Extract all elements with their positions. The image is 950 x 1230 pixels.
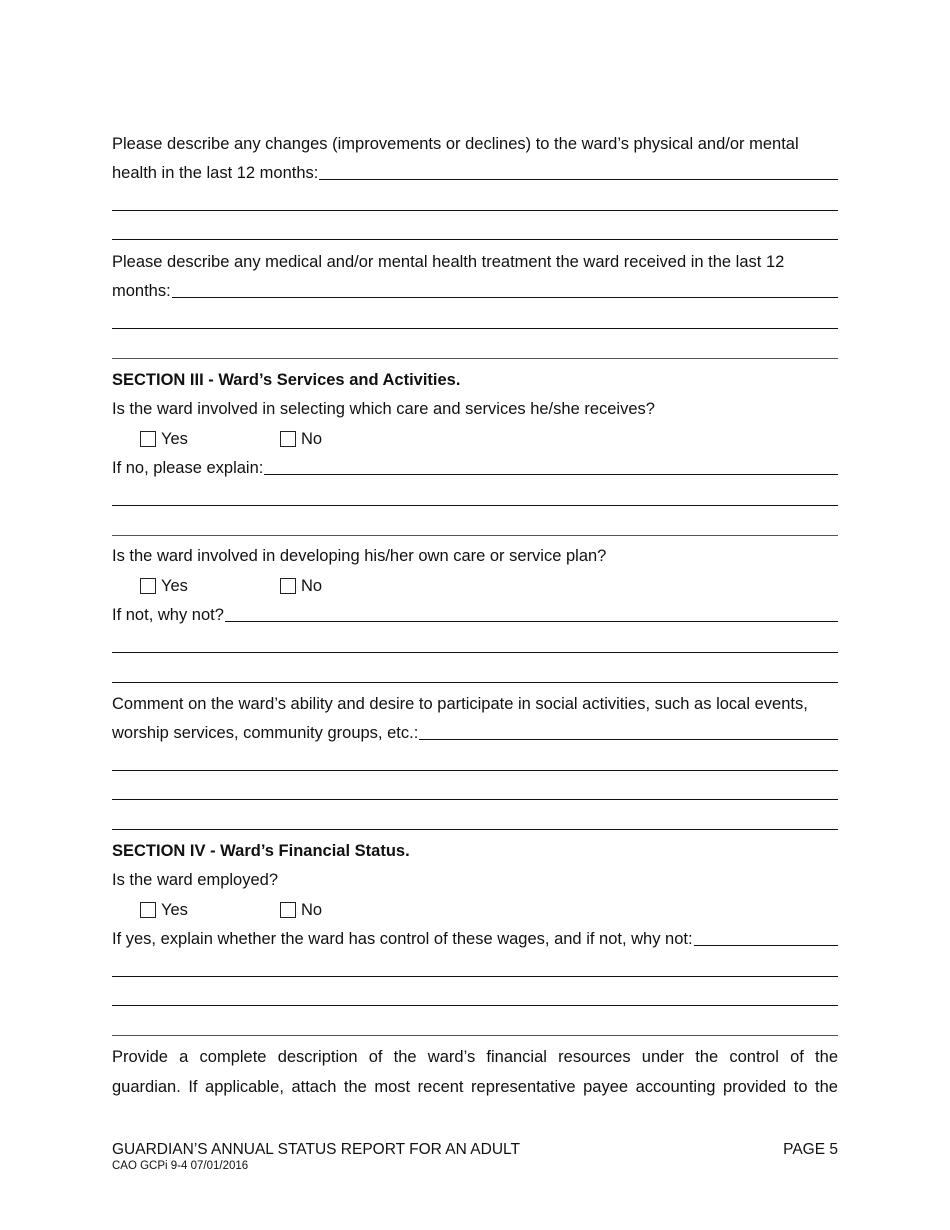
section3-q3-field[interactable] xyxy=(112,723,838,743)
section4-q1-explain-field[interactable] xyxy=(112,929,838,949)
section4-q2-line2: guardian. If applicable, attach the most recent representative payee accounting provided to the xyxy=(112,1078,838,1096)
section3-q1-no-option[interactable] xyxy=(280,429,322,449)
medical-treatment-prompt-line1: Please describe any medical and/or mental health treatment the ward received in the last 12 xyxy=(112,253,785,271)
page-footer xyxy=(112,1141,838,1159)
answer-line[interactable] xyxy=(112,210,838,211)
section3-q2: Is the ward involved in developing his/her own care or service plan? xyxy=(112,547,607,565)
yes-checkbox[interactable] xyxy=(140,902,156,918)
answer-line[interactable] xyxy=(694,945,838,946)
section3-q1: Is the ward involved in selecting which care and services he/she receives? xyxy=(112,400,655,418)
section3-q3-line1: Comment on the ward’s ability and desire to participate in social activities, such as local events, xyxy=(112,695,808,713)
answer-line[interactable] xyxy=(419,739,838,740)
section3-q2-no-option[interactable] xyxy=(280,576,322,596)
yes-label: Yes xyxy=(161,901,188,919)
yes-checkbox[interactable] xyxy=(140,578,156,594)
section-divider xyxy=(112,1035,838,1036)
yes-label: Yes xyxy=(161,577,188,595)
health-changes-field[interactable] xyxy=(112,163,838,183)
health-changes-prompt-line1: Please describe any changes (improvements or declines) to the ward’s physical and/or mental xyxy=(112,135,799,153)
section4-q1-options xyxy=(140,900,323,920)
answer-line[interactable] xyxy=(112,770,838,771)
section3-q2-options xyxy=(140,576,323,596)
section4-q1-no-option[interactable] xyxy=(280,900,322,920)
answer-line[interactable] xyxy=(112,976,838,977)
yes-label: Yes xyxy=(161,430,188,448)
footer-title: GUARDIAN’S ANNUAL STATUS REPORT FOR AN ADULT xyxy=(112,1141,520,1158)
no-checkbox[interactable] xyxy=(280,902,296,918)
answer-line[interactable] xyxy=(264,474,838,475)
form-page xyxy=(112,0,838,1230)
section4-q2-line1: Provide a complete description of the ward’s financial resources under the control of the xyxy=(112,1048,838,1066)
section3-q1-explain-label: If no, please explain: xyxy=(112,459,264,477)
section4-q1-explain-label: If yes, explain whether the ward has control of these wages, and if not, why not: xyxy=(112,930,693,948)
health-changes-label: health in the last 12 months: xyxy=(112,164,319,182)
section4-q1: Is the ward employed? xyxy=(112,871,279,889)
answer-line[interactable] xyxy=(112,1005,838,1006)
section-divider xyxy=(112,535,838,536)
section-divider xyxy=(112,358,838,359)
answer-line[interactable] xyxy=(112,239,838,240)
section3-q3-label: worship services, community groups, etc.: xyxy=(112,724,419,742)
section4-q1-yes-option[interactable] xyxy=(140,900,188,920)
no-checkbox[interactable] xyxy=(280,578,296,594)
section3-q2-explain-field[interactable] xyxy=(112,605,838,625)
no-label: No xyxy=(301,901,323,919)
answer-line[interactable] xyxy=(112,799,838,800)
answer-line[interactable] xyxy=(225,621,838,622)
answer-line[interactable] xyxy=(319,179,838,180)
yes-checkbox[interactable] xyxy=(140,431,156,447)
section3-heading: SECTION III - Ward’s Services and Activities. xyxy=(112,371,461,389)
section3-q1-yes-option[interactable] xyxy=(140,429,188,449)
section3-q2-yes-option[interactable] xyxy=(140,576,188,596)
answer-line[interactable] xyxy=(172,297,838,298)
no-label: No xyxy=(301,577,323,595)
section3-q2-explain-label: If not, why not? xyxy=(112,606,224,624)
medical-treatment-label: months: xyxy=(112,282,171,300)
page-number: PAGE 5 xyxy=(783,1141,838,1158)
answer-line[interactable] xyxy=(112,505,838,506)
answer-line[interactable] xyxy=(112,328,838,329)
answer-line[interactable] xyxy=(112,829,838,830)
medical-treatment-field[interactable] xyxy=(112,281,838,301)
section3-q1-options xyxy=(140,429,323,449)
no-label: No xyxy=(301,430,323,448)
section3-q1-explain-field[interactable] xyxy=(112,458,838,478)
no-checkbox[interactable] xyxy=(280,431,296,447)
section4-heading: SECTION IV - Ward’s Financial Status. xyxy=(112,842,410,860)
form-id: CAO GCPi 9-4 07/01/2016 xyxy=(112,1160,249,1172)
answer-line[interactable] xyxy=(112,682,838,683)
answer-line[interactable] xyxy=(112,652,838,653)
